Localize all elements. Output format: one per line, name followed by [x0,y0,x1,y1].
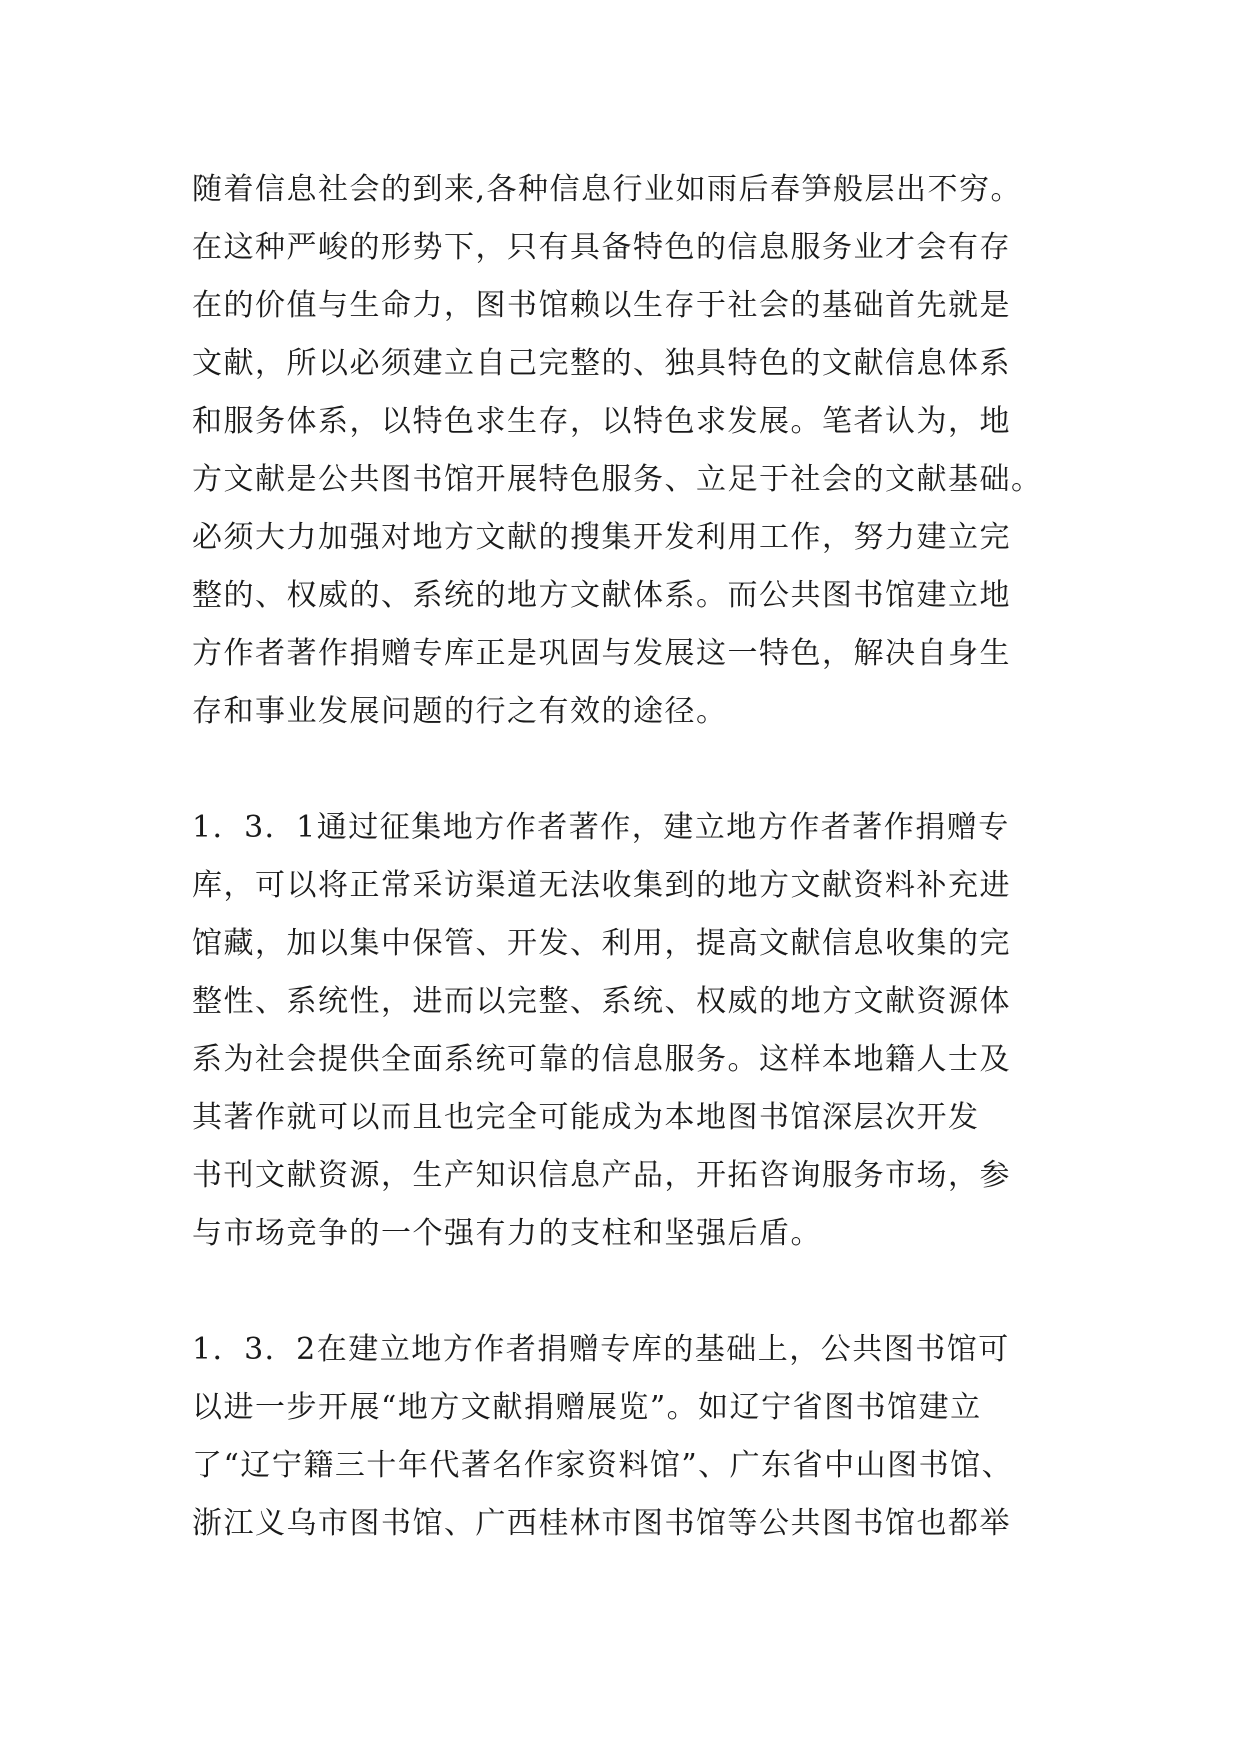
paragraph-1-line-1: 随着信息社会的到来,各种信息行业如雨后春笋般层出不穷。 [192,172,1023,207]
paragraph-1-line-6: 方文献是公共图书馆开展特色服务、立足于社会的文献基础。 [192,462,1043,497]
paragraph-2-line-4: 整性、系统性，进而以完整、系统、权威的地方文献资源体 [192,984,1011,1019]
paragraph-3-line-4: 浙江义乌市图书馆、广西桂林市图书馆等公共图书馆也都举 [192,1506,1011,1541]
paragraph-1-line-2: 在这种严峻的形势下，只有具备特色的信息服务业才会有存 [192,230,1011,265]
paragraph-1-line-8: 整的、权威的、系统的地方文献体系。而公共图书馆建立地 [192,578,1011,613]
paragraph-1-line-4: 文献，所以必须建立自己完整的、独具特色的文献信息体系 [192,346,1011,381]
paragraph-2-line-5: 系为社会提供全面系统可靠的信息服务。这样本地籍人士及 [192,1042,1011,1077]
paragraph-3-line-2: 以进一步开展“地方文献捐赠展览”。如辽宁省图书馆建立 [192,1390,982,1425]
paragraph-3-line-1: 1．3．2在建立地方作者捐赠专库的基础上，公共图书馆可 [192,1332,1010,1367]
paragraph-1-line-7: 必须大力加强对地方文献的搜集开发利用工作，努力建立完 [192,520,1011,555]
paragraph-2-line-2: 库，可以将正常采访渠道无法收集到的地方文献资料补充进 [192,868,1011,903]
paragraph-1-line-10: 存和事业发展问题的行之有效的途径。 [192,694,728,729]
paragraph-1-line-9: 方作者著作捐赠专库正是巩固与发展这一特色，解决自身生 [192,636,1011,671]
paragraph-2-line-8: 与市场竞争的一个强有力的支柱和坚强后盾。 [192,1216,822,1251]
paragraph-1-line-5: 和服务体系，以特色求生存，以特色求发展。笔者认为，地 [192,404,1011,439]
paragraph-2-line-3: 馆藏，加以集中保管、开发、利用，提高文献信息收集的完 [192,926,1011,961]
paragraph-2-line-1: 1．3．1通过征集地方作者著作，建立地方作者著作捐赠专 [192,810,1010,845]
paragraph-2-line-6: 其著作就可以而且也完全可能成为本地图书馆深层次开发 [192,1100,980,1135]
paragraph-3-line-3: 了“辽宁籍三十年代著名作家资料馆”、广东省中山图书馆、 [192,1448,1014,1483]
paragraph-1-line-3: 在的价值与生命力，图书馆赖以生存于社会的基础首先就是 [192,288,1011,323]
paragraph-2-line-7: 书刊文献资源，生产知识信息产品，开拓咨询服务市场，参 [192,1158,1011,1193]
